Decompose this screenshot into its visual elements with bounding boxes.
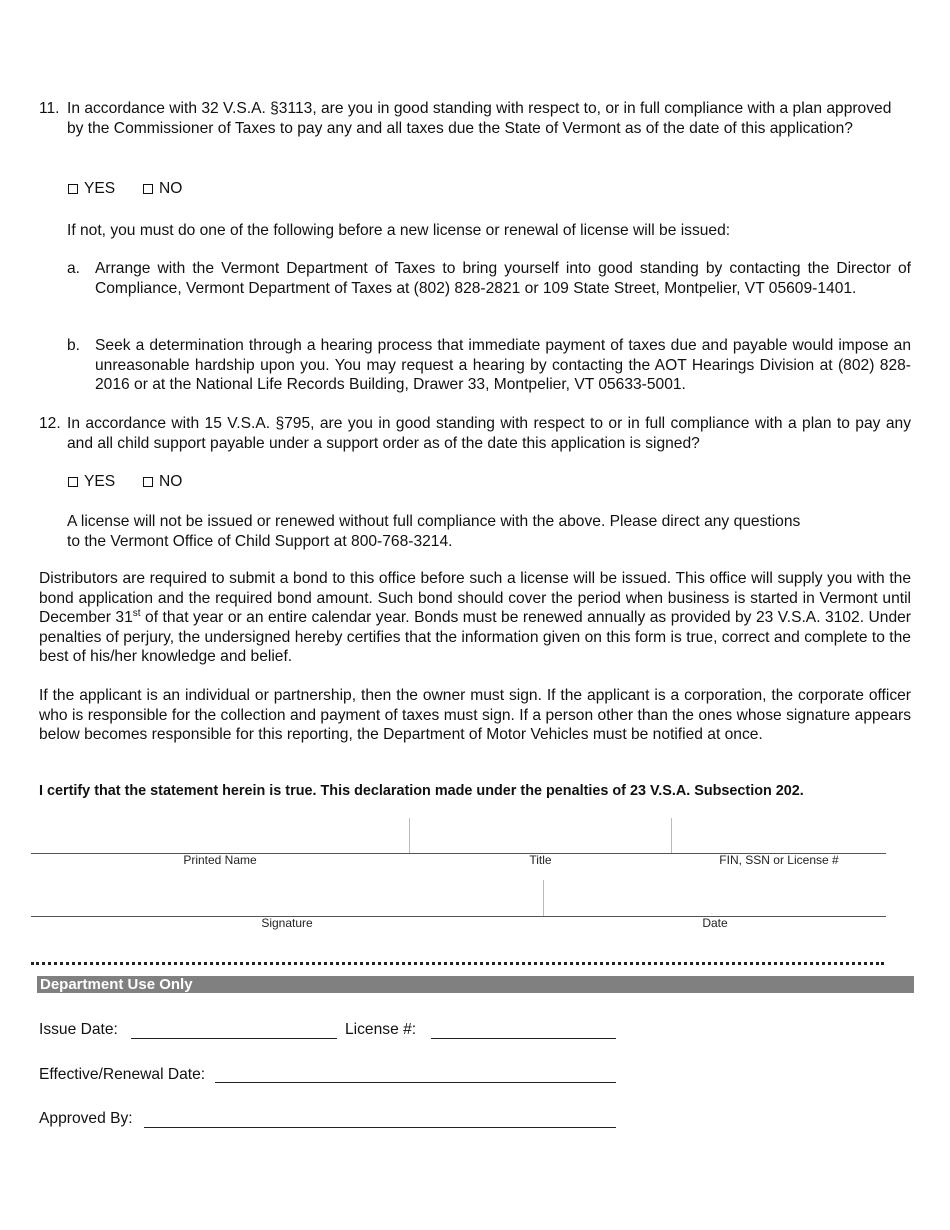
signature-caption: Signature [261, 916, 313, 930]
question-12 [39, 414, 911, 453]
printed-name-caption: Printed Name [183, 853, 257, 867]
field-divider [671, 818, 672, 853]
question-text: In accordance with 32 V.S.A. §3113, are you in good standing with respect to, or in full compliance with a plan approved by the Commissioner of Taxes to pay any and all taxes due the State of Vermont as of the date of this application? [67, 100, 892, 137]
title-field[interactable] [410, 818, 671, 853]
if-not-instruction: If not, you must do one of the following before a new license or renewal of license will be issued: [67, 222, 731, 239]
fin-caption: FIN, SSN or License # [719, 853, 839, 867]
certification-statement: I certify that the statement herein is true. This declaration made under the penalties of 23 V.S.A. Subsection 202. [39, 783, 804, 799]
q11-yes-option[interactable] [68, 179, 115, 199]
q11-no-checkbox[interactable] [143, 184, 153, 194]
note-line: A license will not be issued or renewed without full compliance with the above. Please direct any questions [67, 513, 801, 530]
question-number: 11. [39, 100, 60, 117]
q12-no-label: NO [159, 473, 183, 490]
q12-no-checkbox[interactable] [143, 477, 153, 487]
department-use-header: Department Use Only [37, 976, 914, 993]
signer-paragraph: If the applicant is an individual or partnership, then the owner must sign. If the applicant is a corporation, the corporate officer who is responsible for the collection and payment of taxes must sign. If a person other than the ones whose signature appears below becomes responsible for this reporting, the Department of Motor Vehicles must be notified at once. [39, 687, 911, 744]
q11-no-option[interactable] [143, 179, 182, 199]
q12-yes-label: YES [84, 473, 116, 490]
question-text: In accordance with 15 V.S.A. §795, are you in good standing with respect to or in full compliance with a plan to pay any and all child support payable under a support order as of the date this application is signed? [67, 415, 911, 452]
signature-field[interactable] [31, 880, 543, 916]
approved-by-input[interactable] [144, 1127, 616, 1128]
effective-renewal-date-label: Effective/Renewal Date: [39, 1066, 206, 1083]
q11-yes-checkbox[interactable] [68, 184, 78, 194]
ordinal-suffix: st [132, 608, 141, 619]
bond-text-start: Distributors are required to submit a bond to this office before such a license will be issued. This office will supply you with the bond application and the required bond amount. Such bond should cover the period when business is started in Vermont until December 31 [39, 570, 911, 627]
question-number: 12. [39, 415, 61, 432]
option-text: Seek a determination through a hearing process that immediate payment of taxes due and payable would impose an unreasonable hardship upon you. You may request a hearing by contacting the AOT Hearings Division at (802) 828-2016 or at the National Life Records Building, Drawer 33, Montpelier, VT 05633-5001. [95, 337, 911, 394]
option-letter: b. [67, 337, 81, 354]
license-number-label: License #: [345, 1021, 417, 1038]
date-caption: Date [702, 916, 728, 930]
effective-renewal-date-input[interactable] [215, 1082, 616, 1083]
option-a [67, 259, 911, 298]
field-divider [543, 880, 544, 916]
issue-date-input[interactable] [131, 1038, 337, 1039]
note-line: to the Vermont Office of Child Support at 800-768-3214. [67, 532, 453, 550]
option-b [67, 336, 911, 395]
cut-line-separator [31, 962, 884, 965]
issue-date-label: Issue Date: [39, 1021, 118, 1038]
title-caption: Title [529, 853, 552, 867]
bond-text-end: of that year or an entire calendar year. Bonds must be renewed annually as provided by 23 V.S.A. 3102. Under penalties of perjury, the undersigned hereby certifies that the information given on this form is true, correct and complete to the best of his/her knowledge and belief. [39, 609, 911, 666]
question-11 [39, 99, 911, 138]
printed-name-field[interactable] [31, 818, 409, 853]
date-field[interactable] [544, 880, 886, 916]
option-text: Arrange with the Vermont Department of Taxes to bring yourself into good standing by contacting the Director of Compliance, Vermont Department of Taxes at (802) 828-2821 or 109 State Street, Montpelier, VT 05609-1401. [95, 260, 911, 297]
q12-no-option[interactable] [143, 472, 182, 492]
option-letter: a. [67, 260, 81, 277]
q11-no-label: NO [159, 180, 183, 197]
bond-paragraph [39, 569, 911, 667]
child-support-note [67, 512, 800, 551]
fin-ssn-license-field[interactable] [672, 818, 886, 853]
q12-yes-checkbox[interactable] [68, 477, 78, 487]
license-number-input[interactable] [431, 1038, 616, 1039]
approved-by-label: Approved By: [39, 1110, 133, 1127]
q12-yes-option[interactable] [68, 472, 115, 492]
field-divider [409, 818, 410, 853]
q11-yes-label: YES [84, 180, 116, 197]
